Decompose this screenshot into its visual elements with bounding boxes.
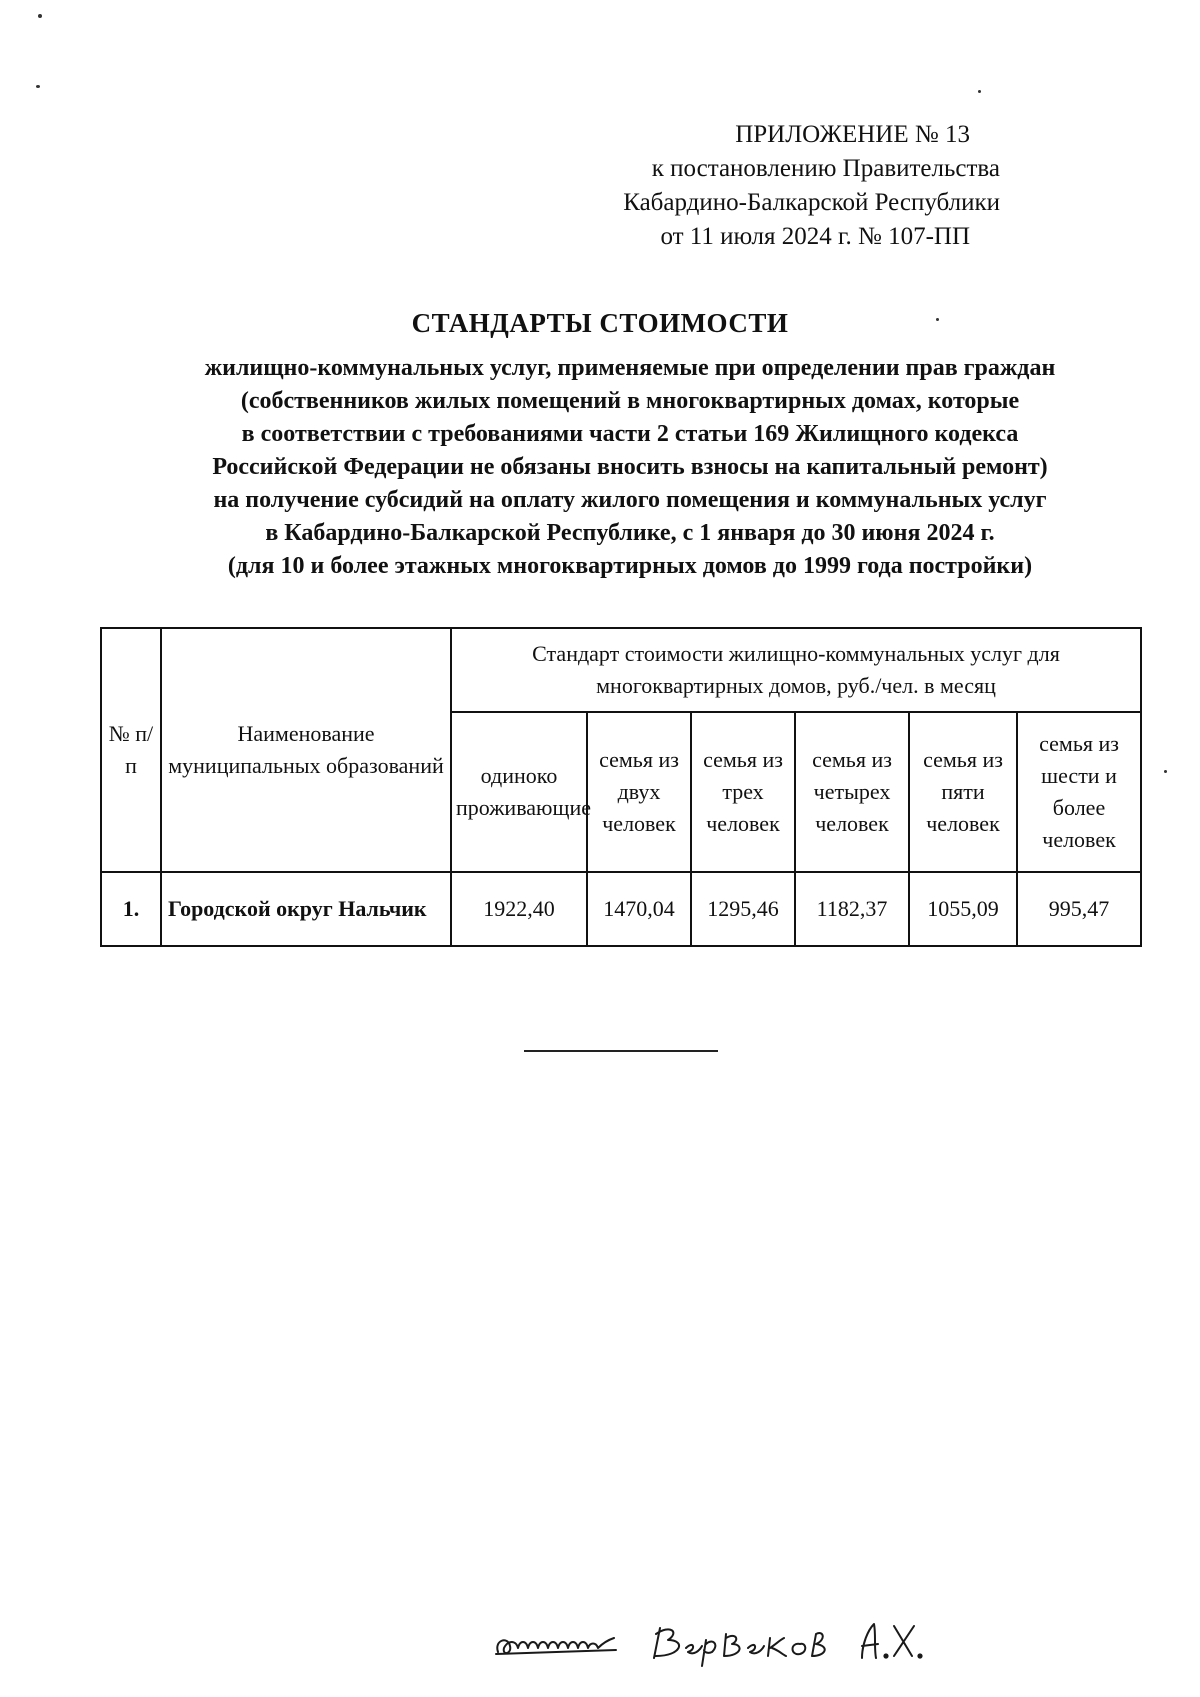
scan-speck xyxy=(978,90,981,93)
subtitle-line: в соответствии с требованиями части 2 статьи 169 Жилищного кодекса xyxy=(241,421,1019,447)
subtitle-line: Российской Федерации не обязаны вносить взносы на капитальный ремонт) xyxy=(212,454,1048,480)
header-family-6-plus: семья из шести и более человек xyxy=(1017,712,1141,872)
header-family-4: семья из четырех человек xyxy=(795,712,909,872)
subtitle-line: на получение субсидий на оплату жилого помещения и коммунальных услуг xyxy=(213,487,1047,513)
header-row-number: № п/п xyxy=(101,628,161,872)
subtitle-line: в Кабардино-Балкарской Республике, с 1 января до 30 июня 2024 г. xyxy=(265,520,995,546)
cell-family-2: 1470,04 xyxy=(587,872,691,946)
header-single: одиноко проживающие xyxy=(451,712,587,872)
subtitle-line: (собственников жилых помещений в многоквартирных домах, которые xyxy=(240,388,1020,414)
appendix-number: ПРИЛОЖЕНИЕ № 13 xyxy=(735,121,970,148)
cell-family-3: 1295,46 xyxy=(691,872,795,946)
scan-speck xyxy=(38,14,42,18)
appendix-header xyxy=(623,118,1000,254)
appendix-decree-line: к постановлению Правительства xyxy=(651,155,1000,182)
subtitle-line: (для 10 и более этажных многоквартирных домов до 1999 года постройки) xyxy=(227,553,1033,579)
document-subtitle xyxy=(100,352,1160,583)
cell-family-6-plus: 995,47 xyxy=(1017,872,1141,946)
cell-family-4: 1182,37 xyxy=(795,872,909,946)
header-family-3: семья из трех человек xyxy=(691,712,795,872)
end-divider xyxy=(524,1050,718,1052)
row-municipality-name: Городской округ Нальчик xyxy=(161,872,451,946)
row-number: 1. xyxy=(101,872,161,946)
appendix-republic-line: Кабардино-Балкарской Республики xyxy=(623,189,1000,216)
table-row xyxy=(101,872,1141,946)
header-municipality: Наименование муниципальных образований xyxy=(161,628,451,872)
scan-speck xyxy=(1164,770,1167,773)
header-family-2: семья из двух человек xyxy=(587,712,691,872)
cell-single: 1922,40 xyxy=(451,872,587,946)
cost-standards-table xyxy=(100,627,1142,947)
header-family-5: семья из пяти человек xyxy=(909,712,1017,872)
document-title: СТАНДАРТЫ СТОИМОСТИ xyxy=(411,308,789,338)
subtitle-line: жилищно-коммунальных услуг, применяемые при определении прав граждан xyxy=(204,355,1056,381)
header-cost-standard-group: Стандарт стоимости жилищно-коммунальных услуг для многоквартирных домов, руб./чел. в месяц xyxy=(451,628,1141,712)
appendix-date-line: от 11 июля 2024 г. № 107-ПП xyxy=(660,223,970,250)
cell-family-5: 1055,09 xyxy=(909,872,1017,946)
handwritten-signature xyxy=(490,1610,950,1670)
scan-speck xyxy=(36,85,40,88)
